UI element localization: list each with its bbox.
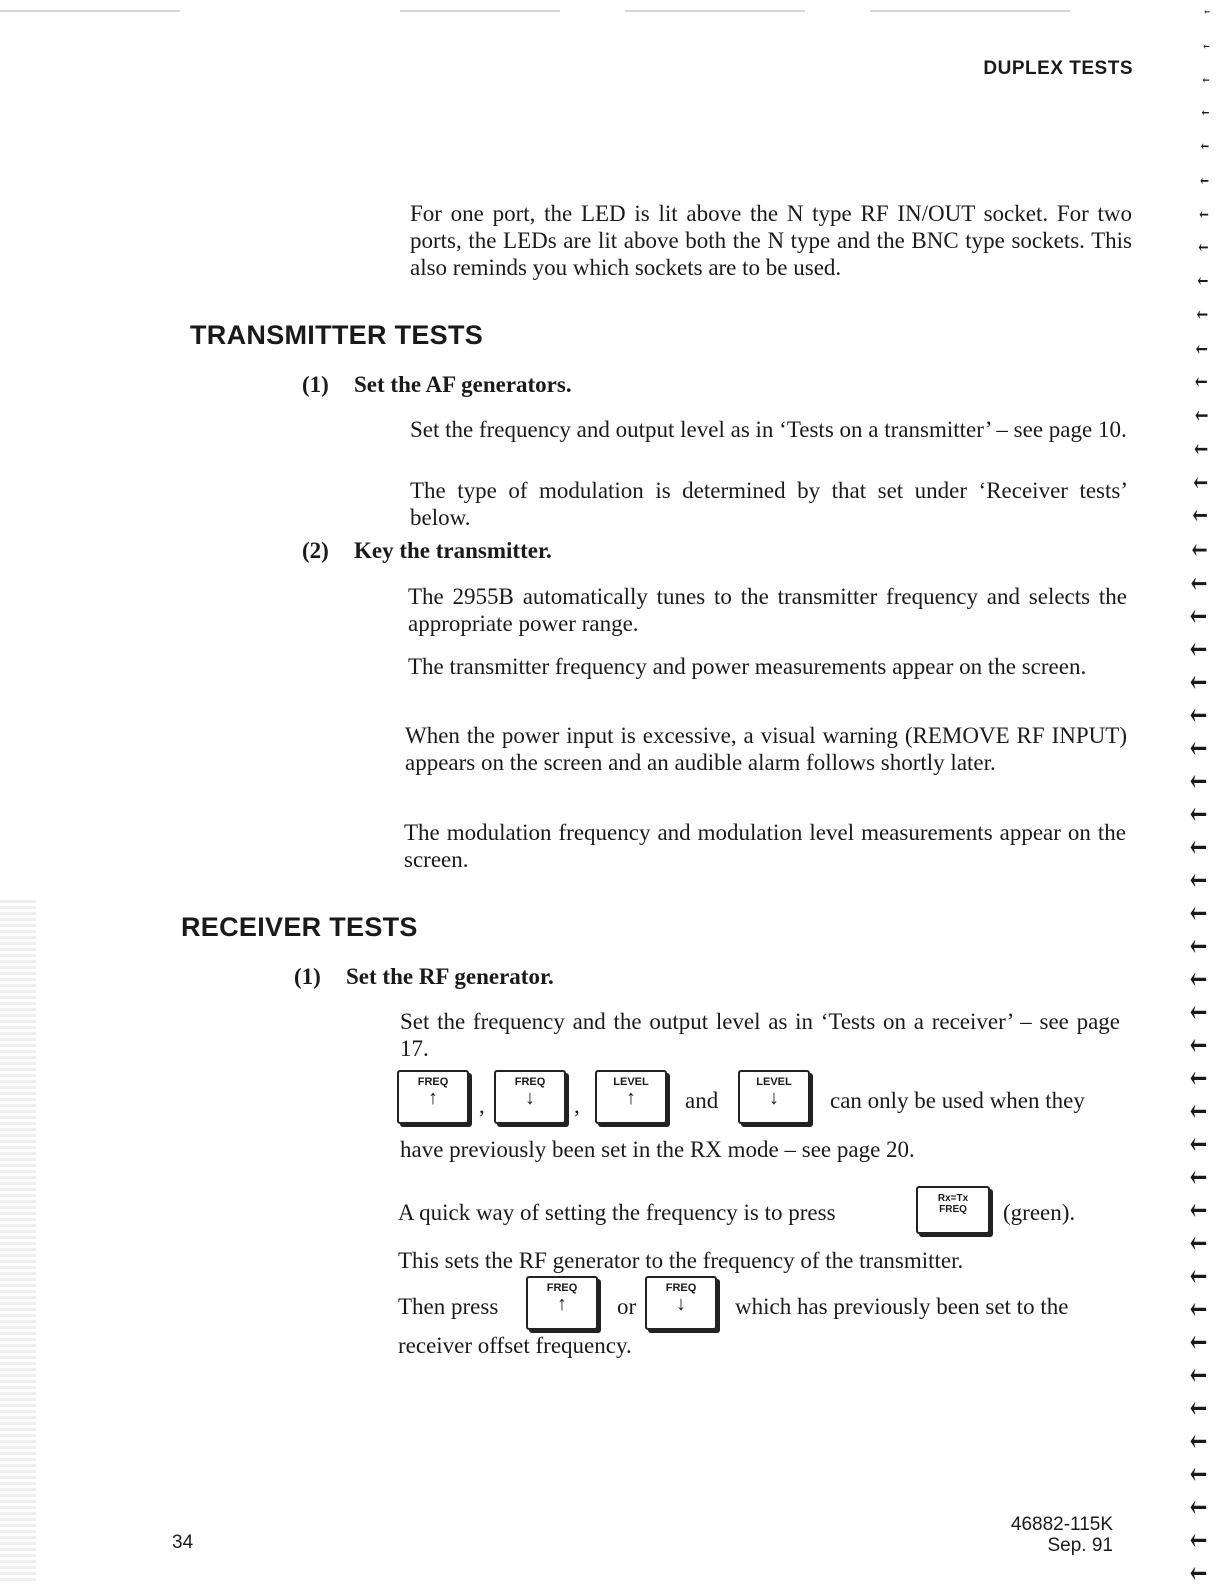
step-number: (1) xyxy=(302,372,329,397)
binding-marks xyxy=(1181,0,1211,1591)
binding-mark: ← xyxy=(1189,830,1208,865)
or-word: or xyxy=(617,1294,637,1319)
binding-mark: ← xyxy=(1189,1391,1208,1426)
rx-step-1 xyxy=(294,964,554,990)
freq-up-key xyxy=(397,1070,469,1124)
scan-line xyxy=(400,10,560,12)
binding-mark: ← xyxy=(1191,533,1208,566)
freq-down-key-2 xyxy=(645,1276,717,1330)
step-number: (1) xyxy=(294,964,321,989)
binding-mark: ← xyxy=(1192,467,1208,497)
step-number: (2) xyxy=(302,538,329,563)
tx-step-1 xyxy=(302,372,572,398)
step-label: Set the AF generators. xyxy=(354,372,572,397)
binding-mark: ← xyxy=(1203,40,1210,53)
key-label: FREQ xyxy=(546,1282,578,1294)
key-label: FREQ xyxy=(417,1076,449,1088)
binding-mark: ← xyxy=(1189,896,1208,931)
scan-edge xyxy=(0,900,36,1584)
scan-line xyxy=(625,10,805,12)
binding-mark: ← xyxy=(1189,764,1208,799)
arrow-down-icon: ↓ xyxy=(769,1087,779,1109)
binding-mark: ← xyxy=(1189,1028,1208,1063)
binding-mark: ← xyxy=(1189,1358,1208,1393)
document-date: Sep. 91 xyxy=(1047,1535,1113,1556)
page-header: DUPLEX TESTS xyxy=(983,58,1133,79)
keys-line-2: have previously been set in the RX mode – see page 20. xyxy=(400,1137,915,1162)
binding-mark: ← xyxy=(1192,500,1208,531)
then-press-text: Then press xyxy=(398,1294,499,1319)
tx-step2-paragraph-1: The 2955B automatically tunes to the transmitter frequency and selects the appropriate power range. xyxy=(408,584,1127,636)
page-number: 34 xyxy=(172,1532,194,1553)
arrow-up-icon: ↑ xyxy=(626,1087,636,1109)
binding-mark: ← xyxy=(1189,599,1208,634)
scan-line xyxy=(870,10,1070,12)
binding-mark: ← xyxy=(1189,1325,1208,1360)
binding-mark: ← xyxy=(1189,1457,1208,1492)
binding-mark: ← xyxy=(1203,7,1210,18)
binding-mark: ← xyxy=(1189,863,1208,898)
intro-paragraph: For one port, the LED is lit above the N type RF IN/OUT socket. For two ports, the LEDs are lit above both the N type and the BNC type sockets. This also reminds you which sockets are to be used. xyxy=(410,201,1132,280)
binding-mark: ← xyxy=(1189,1490,1208,1525)
quick-way-text: A quick way of setting the frequency is to press xyxy=(398,1200,836,1225)
arrow-down-icon: ↓ xyxy=(525,1087,535,1109)
binding-mark: ← xyxy=(1201,106,1210,121)
binding-mark: ← xyxy=(1202,73,1210,87)
key-label-line-1: Rx=Tx xyxy=(937,1193,969,1204)
binding-mark: ← xyxy=(1199,171,1210,190)
tx-step1-paragraph-2: The type of modulation is determined by that set under ‘Receiver tests’ below. xyxy=(410,478,1128,530)
sets-line: This sets the RF generator to the frequency of the transmitter. xyxy=(398,1248,964,1273)
binding-mark: ← xyxy=(1195,369,1209,395)
key-label-line-2: FREQ xyxy=(939,1204,967,1215)
separator: , xyxy=(574,1093,580,1118)
level-down-key xyxy=(738,1070,810,1124)
scan-line xyxy=(0,10,180,12)
binding-mark: ← xyxy=(1194,402,1209,429)
arrow-up-icon: ↑ xyxy=(557,1293,567,1315)
document-code xyxy=(1011,1514,1113,1556)
then-tail-text: which has previously been set to the xyxy=(735,1294,1069,1319)
freq-up-key-2 xyxy=(526,1276,598,1330)
binding-mark: ← xyxy=(1193,434,1208,463)
binding-mark: ← xyxy=(1197,270,1209,292)
binding-mark: ← xyxy=(1189,1259,1208,1294)
tx-step1-paragraph-1: Set the frequency and output level as in ‘Tests on a transmitter’ – see page 10. xyxy=(410,417,1127,442)
binding-mark: ← xyxy=(1189,1193,1208,1228)
and-word: and xyxy=(685,1088,719,1113)
binding-mark: ← xyxy=(1189,632,1208,667)
binding-mark: ← xyxy=(1189,1523,1208,1558)
binding-mark: ← xyxy=(1200,138,1210,155)
rx-step1-paragraph-1: Set the frequency and the output level as in ‘Tests on a receiver’ – see page 17. xyxy=(400,1009,1120,1061)
separator: , xyxy=(479,1093,485,1118)
transmitter-tests-heading: TRANSMITTER TESTS xyxy=(190,320,484,350)
document-number: 46882-115K xyxy=(1010,1514,1113,1535)
level-up-key xyxy=(595,1070,667,1124)
rxtx-freq-key xyxy=(916,1186,990,1234)
binding-mark: ← xyxy=(1189,1127,1208,1162)
tx-step-2 xyxy=(302,538,552,564)
binding-mark: ← xyxy=(1189,1061,1208,1096)
binding-mark: ← xyxy=(1189,962,1208,997)
binding-mark: ← xyxy=(1189,698,1208,733)
binding-mark: ← xyxy=(1196,336,1209,361)
step-label: Key the transmitter. xyxy=(354,538,552,563)
binding-mark: ← xyxy=(1190,566,1208,600)
keys-tail-text: can only be used when they xyxy=(830,1088,1085,1113)
freq-down-key xyxy=(494,1070,566,1124)
tx-step2-paragraph-3: When the power input is excessive, a visual warning (REMOVE RF INPUT) appears on the screen and an audible alarm follows shortly later. xyxy=(405,723,1127,775)
binding-mark: ← xyxy=(1189,797,1208,832)
binding-mark: ← xyxy=(1189,1292,1208,1327)
key-label: LEVEL xyxy=(613,1076,649,1088)
binding-mark: ← xyxy=(1199,204,1209,224)
tx-step2-paragraph-4: The modulation frequency and modulation level measurements appear on the screen. xyxy=(404,820,1126,872)
tx-step2-paragraph-2: The transmitter frequency and power measurements appear on the screen. xyxy=(408,654,1087,679)
key-label: FREQ xyxy=(665,1282,697,1294)
step-label: Set the RF generator. xyxy=(346,964,554,989)
receiver-tests-heading: RECEIVER TESTS xyxy=(181,912,418,942)
key-label: LEVEL xyxy=(756,1076,792,1088)
binding-mark: ← xyxy=(1189,929,1208,964)
binding-mark: ← xyxy=(1189,731,1208,766)
binding-mark: ← xyxy=(1189,1094,1208,1129)
binding-mark: ← xyxy=(1189,1556,1208,1591)
green-note: (green). xyxy=(1003,1200,1076,1225)
binding-mark: ← xyxy=(1196,302,1209,326)
key-label: FREQ xyxy=(514,1076,546,1088)
binding-mark: ← xyxy=(1189,1160,1208,1195)
arrow-up-icon: ↑ xyxy=(428,1087,438,1109)
binding-mark: ← xyxy=(1189,1424,1208,1459)
binding-mark: ← xyxy=(1189,1226,1208,1261)
arrow-down-icon: ↓ xyxy=(676,1293,686,1315)
binding-mark: ← xyxy=(1189,995,1208,1030)
then-line-2: receiver offset frequency. xyxy=(398,1333,632,1358)
binding-mark: ← xyxy=(1198,237,1209,258)
binding-mark: ← xyxy=(1189,665,1208,700)
